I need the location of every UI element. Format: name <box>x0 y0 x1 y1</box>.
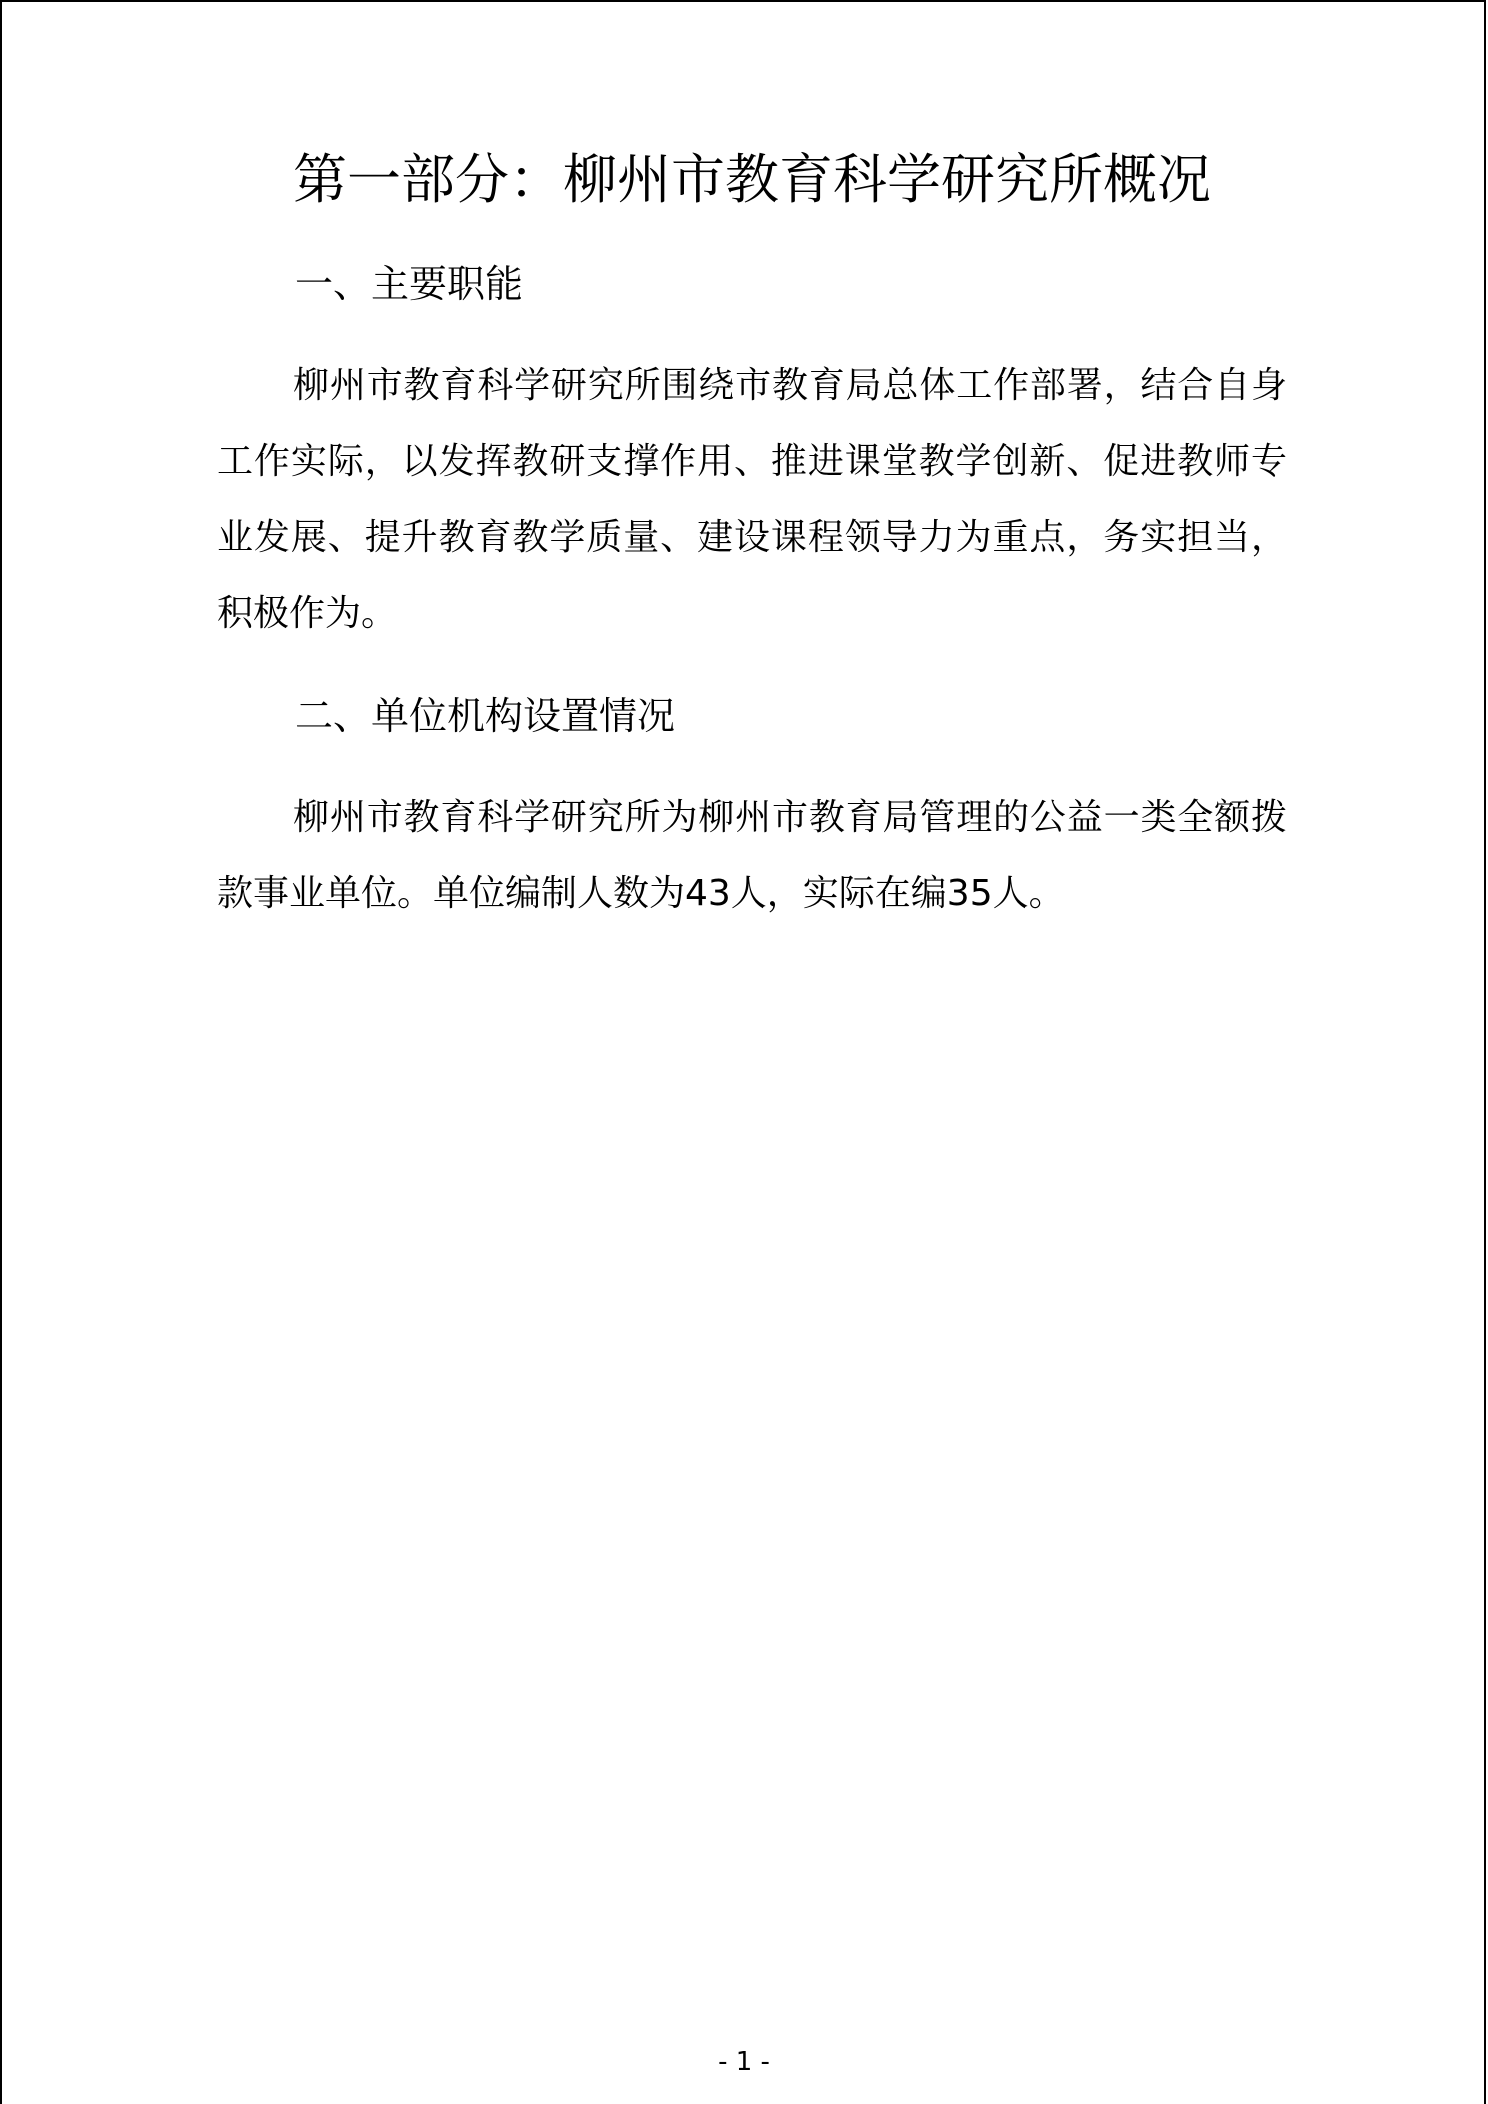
section-heading: 一、主要职能 <box>295 262 524 306</box>
section-main-functions <box>217 246 1287 652</box>
document-title: 第一部分：柳州市教育科学研究所概况 <box>293 148 1211 211</box>
section-paragraph: 柳州市教育科学研究所围绕市教育局总体工作部署，结合自身工作实际，以发挥教研支撑作用、推进课堂教学创新、促进教师专业发展、提升教育教学质量、建设课程领导力为重点，务实担当，积极作为。 <box>217 365 1287 634</box>
document-body <box>217 138 1287 932</box>
section-paragraph: 柳州市教育科学研究所为柳州市教育局管理的公益一类全额拨款事业单位。单位编制人数为43人，实际在编35人。 <box>217 797 1287 914</box>
page-number: - 1 - <box>718 2047 770 2077</box>
section-organization <box>217 678 1287 932</box>
section-heading: 二、单位机构设置情况 <box>295 694 676 738</box>
